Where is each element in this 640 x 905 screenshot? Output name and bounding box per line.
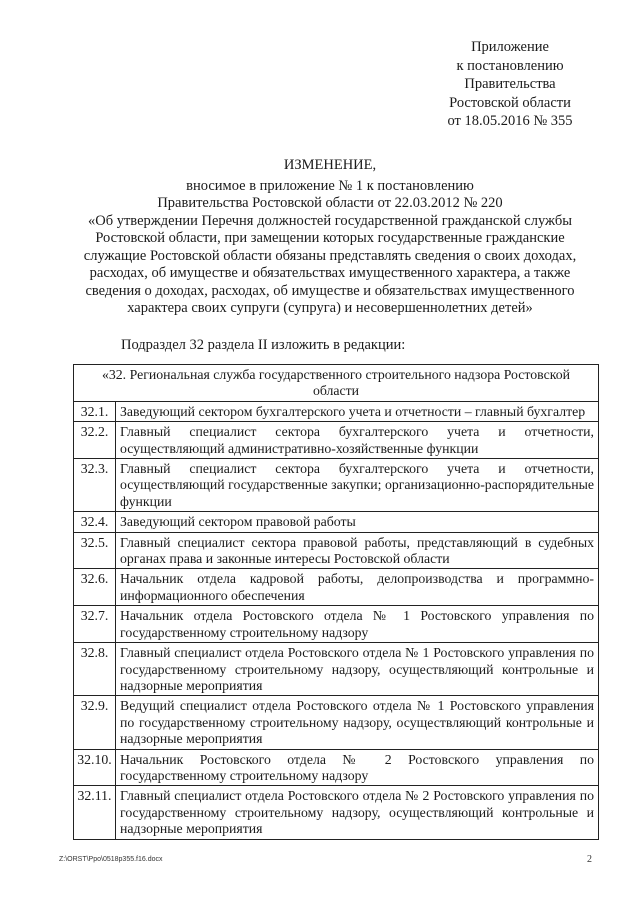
appendix-line: от 18.05.2016 № 355	[447, 113, 573, 129]
title-line: Правительства Ростовской области от 22.03.2012 № 220	[157, 195, 503, 211]
row-text: Главный специалист сектора правовой работы, представляющий в судебных органах права и законные интересы Ростовской области	[116, 532, 599, 569]
row-text: Главный специалист отдела Ростовского отдела № 1 Ростовского управления по государственному строительному надзору, осуществляющий контрольные и надзорные мероприятия	[116, 643, 599, 696]
title-line: Ростовской области, при замещении которых государственные гражданские	[95, 230, 565, 246]
title-line: «Об утверждении Перечня должностей государственной гражданской службы	[88, 212, 572, 229]
row-text: Главный специалист отдела Ростовского отдела № 2 Ростовского управления по государственному строительному надзору, осуществляющий контрольные и надзорные мероприятия	[116, 786, 599, 839]
appendix-line: Ростовской области	[449, 94, 571, 111]
row-text: Начальник отдела Ростовского отдела № 1 Ростовского управления по государственному строительному надзору	[116, 606, 599, 643]
table-header-row	[74, 365, 599, 402]
row-number: 32.1.	[74, 401, 116, 421]
row-number: 32.11.	[74, 786, 116, 839]
file-path: Z:\ORST\Ppo\0518p355.f16.docx	[59, 856, 163, 863]
appendix-line: Правительства	[464, 76, 556, 92]
table-row	[74, 643, 599, 696]
row-text: Начальник отдела кадровой работы, делопроизводства и программно-информационного обеспечения	[116, 569, 599, 606]
table-row	[74, 532, 599, 569]
table-row	[74, 401, 599, 421]
intro-text: Подраздел 32 раздела II изложить в редакции:	[121, 337, 406, 353]
appendix-block	[420, 38, 600, 131]
appendix-line: Приложение	[471, 39, 549, 55]
table-row	[74, 569, 599, 606]
row-text: Заведующий сектором бухгалтерского учета и отчетности – главный бухгалтер	[116, 401, 599, 421]
row-text: Главный специалист сектора бухгалтерского учета и отчетности, осуществляющий административно-хозяйственные функции	[116, 422, 599, 459]
row-number: 32.7.	[74, 606, 116, 643]
row-number: 32.2.	[74, 422, 116, 459]
table-row	[74, 749, 599, 786]
title-heading: ИЗМЕНЕНИЕ,	[283, 157, 377, 173]
appendix-line: к постановлению	[456, 57, 564, 74]
document-title	[55, 157, 605, 318]
row-number: 32.4.	[74, 512, 116, 532]
title-line: сведения о доходах, расходах, об имуществе и обязательствах имущественного	[85, 282, 575, 299]
positions-table	[73, 364, 599, 840]
row-number: 32.5.	[74, 532, 116, 569]
table-row	[74, 696, 599, 749]
row-number: 32.3.	[74, 459, 116, 512]
page-number: 2	[587, 854, 592, 865]
row-number: 32.6.	[74, 569, 116, 606]
title-line: вносимое в приложение № 1 к постановлению	[186, 177, 474, 194]
table-row	[74, 786, 599, 839]
table-row	[74, 459, 599, 512]
row-text: Заведующий сектором правовой работы	[116, 512, 599, 532]
row-text: Начальник Ростовского отдела № 2 Ростовского управления по государственному строительному надзору	[116, 749, 599, 786]
row-text: Ведущий специалист отдела Ростовского отдела № 1 Ростовского управления по государственному строительному надзору, осуществляющий контрольные и надзорные мероприятия	[116, 696, 599, 749]
title-line: расходах, об имуществе и обязательствах имущественного характера, а также	[89, 265, 571, 281]
table-header-cell: «32. Региональная служба государственного строительного надзора Ростовской области	[74, 365, 599, 402]
table-row	[74, 512, 599, 532]
title-line: характера своих супруги (супруга) и несовершеннолетних детей»	[127, 300, 533, 316]
table-row	[74, 606, 599, 643]
row-number: 32.10.	[74, 749, 116, 786]
row-number: 32.9.	[74, 696, 116, 749]
row-number: 32.8.	[74, 643, 116, 696]
table-row	[74, 422, 599, 459]
row-text: Главный специалист сектора бухгалтерского учета и отчетности, осуществляющий государственные закупки; организационно-распорядительные функции	[116, 459, 599, 512]
title-line: служащие Ростовской области обязаны представлять сведения о своих доходах,	[83, 247, 577, 264]
